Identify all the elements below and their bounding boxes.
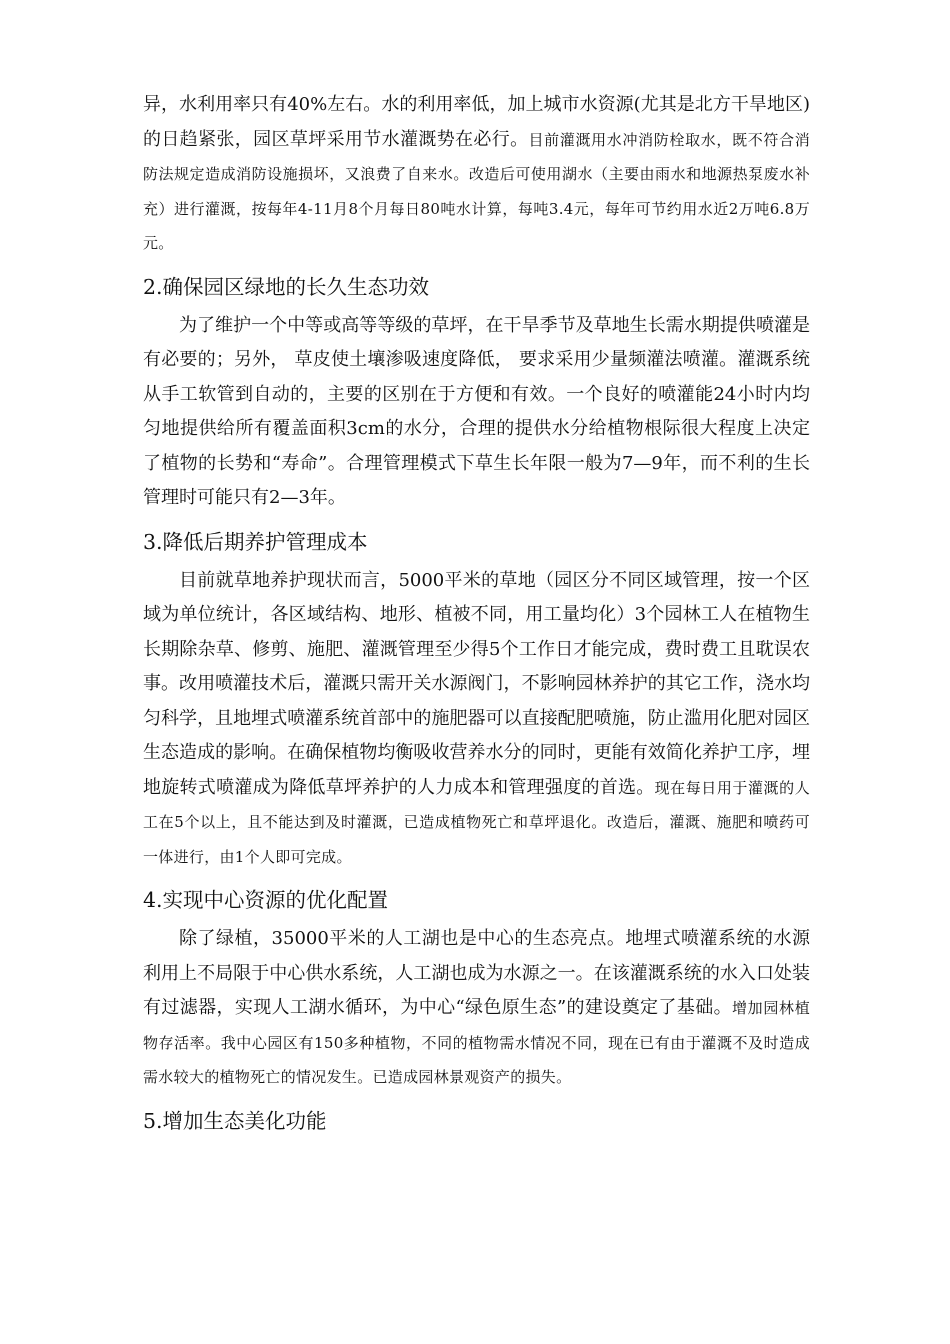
section-3-heading: 3.降低后期养护管理成本 — [143, 529, 368, 554]
section-4-small-text: 增加园林植物存活率。我中心园区有150多种植物，不同的植物需水情况不同，现在已有由于灌溉不及时造成需水较大的植物死亡的情况发生。已造成园林景观资产的损失。 — [143, 999, 810, 1086]
section-4-heading: 4.实现中心资源的优化配置 — [143, 888, 389, 912]
intro-paragraph — [143, 88, 810, 261]
section-4-main-text: 除了绿植，35000平米的人工湖也是中心的生态亮点。地埋式喷灌系统的水源利用上不局限于中心供水系统，人工湖也成为水源之一。在该灌溉系统的水入口处装有过滤器，实现人工湖水循环，为中心“绿色原生态”的建设奠定了基础。 — [143, 928, 810, 1018]
intro-small-text: 目前灌溉用水冲消防栓取水，既不符合消防法规定造成消防设施损坏，又浪费了自来水。改造后可使用湖水（主要由雨水和地源热泵废水补充）进行灌溉，按每年4-11月8个月每日80吨水计算，每吨3.4元，每年可节约用水近2万吨6.8万元。 — [143, 130, 810, 252]
section-4-paragraph — [143, 922, 810, 1095]
section-3-small-text: 现在每日用于灌溉的人工在5个以上，且不能达到及时灌溉，已造成植物死亡和草坪退化。改造后，灌溉、施肥和喷药可一体进行，由1个人即可完成。 — [143, 778, 810, 866]
section-3-paragraph — [143, 564, 810, 875]
section-2-paragraph: 为了维护一个中等或高等等级的草坪，在干旱季节及草地生长需水期提供喷灌是有必要的；另外， 草皮使土壤渗吸速度降低， 要求采用少量频灌法喷灌。灌溉系统从手工软管到自动的，主要的区别在于方便和有效。一个良好的喷灌能24小时内均匀地提供给所有覆盖面积3cm的水分，合理的提供水分给植物根际很大程度上决定了植物的长势和“寿命”。合理管理模式下草生长年限一般为7—9年，而不利的生长管理时可能只有2—3年。 — [143, 314, 810, 508]
intro-main-text: 异，水利用率只有40%左右。水的利用率低，加上城市水资源(尤其是北方干旱地区) 的日趋紧张，园区草坪采用节水灌溉势在必行。 — [143, 94, 810, 150]
section-3-main-text: 目前就草地养护现状而言，5000平米的草地（园区分不同区域管理，按一个区域为单位统计，各区域结构、地形、植被不同，用工量均化）3个园林工人在植物生长期除杂草、修剪、施肥、灌溉管理至少得5个工作日才能完成，费时费工且耽误农事。改用喷灌技术后，灌溉只需开关水源阀门，不影响园林养护的其它工作，浇水均匀科学，且地埋式喷灌系统首部中的施肥器可以直接配肥喷施，防止滥用化肥对园区生态造成的影响。在确保植物均衡吸收营养水分的同时，更能有效简化养护工序，埋地旋转式喷灌成为降低草坪养护的人力成本和管理强度的首选。 — [143, 569, 810, 798]
section-2-heading: 2.确保园区绿地的长久生态功效 — [143, 274, 430, 299]
section-5-heading: 5.增加生态美化功能 — [143, 1108, 327, 1133]
